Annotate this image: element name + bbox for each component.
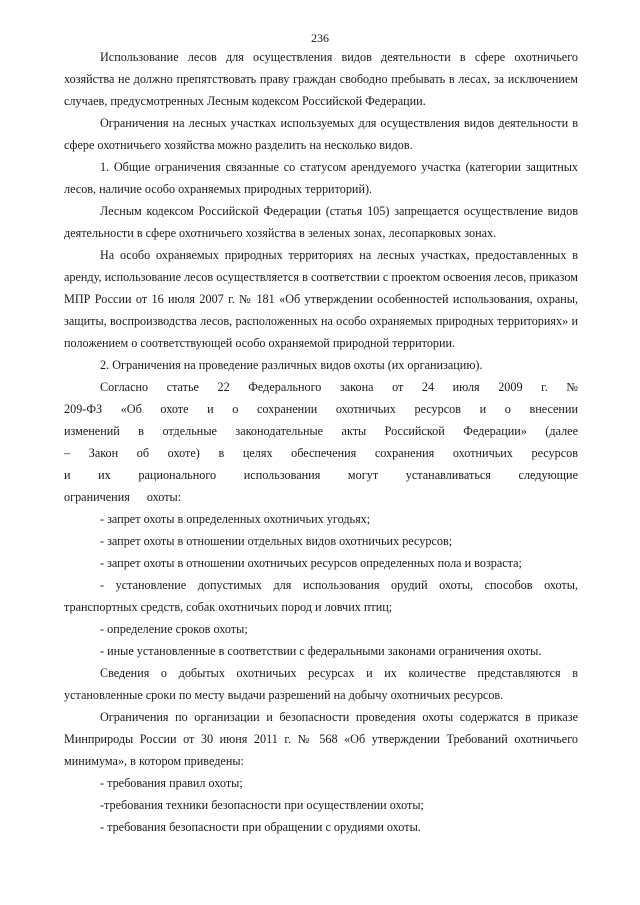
list-item: - определение сроков охоты;	[100, 622, 248, 636]
list-item: -требования техники безопасности при осуществлении охоты;	[100, 798, 424, 812]
list-item: - установление допустимых для использования орудий охоты, способов охоты, транспортных средств, собак охотничьих пород и ловчих птиц;	[64, 578, 578, 614]
list-item: - требования правил охоты;	[100, 776, 243, 790]
list-item: - требования безопасности при обращении с орудиями охоты.	[100, 820, 421, 834]
list-item: - иные установленные в соответствии с федеральными законами ограничения охоты.	[100, 644, 542, 658]
list-item: - запрет охоты в определенных охотничьих угодьях;	[100, 512, 371, 526]
paragraph-protected-territories: На особо охраняемых природных территориях на лесных участках, предоставленных в аренду, использование лесов осуществляется в соответствии с проектом освоения лесов, приказом МПР России от 16 июля 2007 г. № 181 «Об утверждении особенностей использования, охраны, защиты, воспроизводства лесов, расположенных на особо охраняемых природных территориях» и положением о соответствующей особо охраняемой природной территории.	[64, 248, 578, 350]
paragraph-forest-code: Лесным кодексом Российской Федерации (статья 105) запрещается осуществление видов деятельности в сфере охотничьего хозяйства в зеленых зонах, лесопарковых зонах.	[64, 204, 578, 240]
paragraph-federal-law: Согласно статье 22 Федерального закона от 24 июля 2009 г. № 209-ФЗ «Об охоте и о сохранении охотничьих ресурсов и о внесении изменений в отдельные законодательные акты Российской Федерации» (далее – Закон об охоте) в целях обеспечения сохранения охотничьих ресурсов и их рационального использования могут устанавливаться следующие ограничения охоты:	[64, 380, 578, 504]
list-item: - запрет охоты в отношении отдельных видов охотничьих ресурсов;	[100, 534, 453, 548]
paragraph-general-restrictions: 1. Общие ограничения связанные со статусом арендуемого участка (категории защитных лесов, наличие особо охраняемых природных территорий).	[64, 160, 578, 196]
paragraph-safety-order: Ограничения по организации и безопасности проведения охоты содержатся в приказе Минприроды России от 30 июня 2011 г. № 568 «Об утверждении Требований охотничьего минимума», в котором приведены:	[64, 710, 578, 768]
page-number: 236	[311, 31, 329, 45]
paragraph-restrictions-intro: Ограничения на лесных участках используемых для осуществления видов деятельности в сфере охотничьего хозяйства можно разделить на несколько видов.	[64, 116, 578, 152]
list-item: - запрет охоты в отношении охотничьих ресурсов определенных пола и возраста;	[100, 556, 522, 570]
paragraph-hunting-restrictions: 2. Ограничения на проведение различных видов охоты (их организацию).	[100, 358, 483, 372]
page-body	[64, 46, 578, 838]
paragraph-forest-use: Использование лесов для осуществления видов деятельности в сфере охотничьего хозяйства не должно препятствовать праву граждан свободно пребывать в лесах, за исключением случаев, предусмотренных Лесным кодексом Российской Федерации.	[64, 50, 578, 108]
paragraph-reporting: Сведения о добытых охотничьих ресурсах и их количестве представляются в установленные сроки по месту выдачи разрешений на добычу охотничьих ресурсов.	[64, 666, 578, 702]
